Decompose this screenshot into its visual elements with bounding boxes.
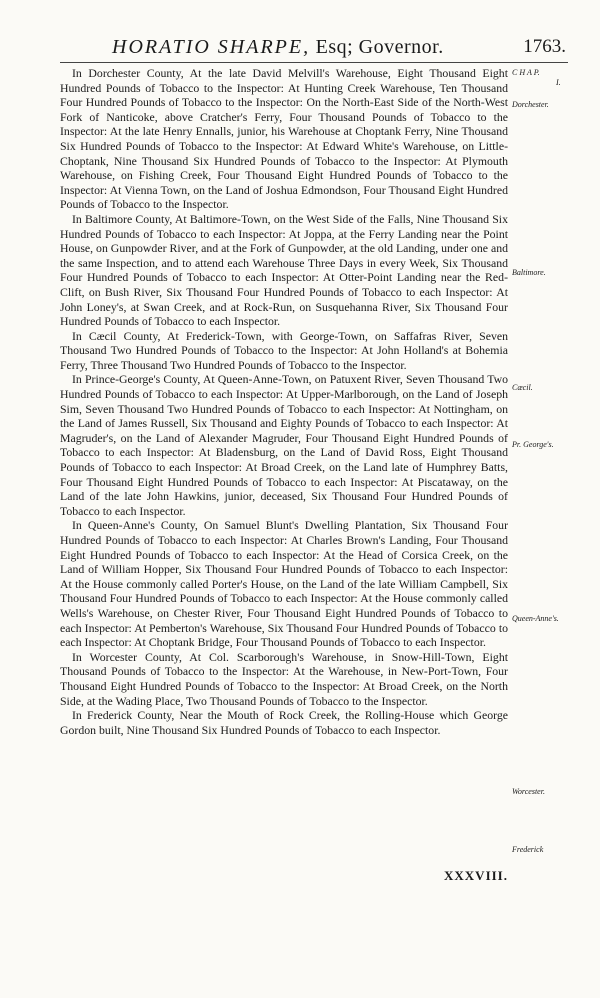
title-rest: Esq; Governor. — [310, 36, 444, 58]
body-text — [60, 66, 508, 737]
margin-note-worcester: Worcester. — [512, 787, 545, 796]
margin-chap-num: I. — [556, 78, 561, 87]
header-rule — [60, 62, 568, 63]
paragraph-frederick: In Frederick County, Near the Mouth of Rock Creek, the Rolling-House which George Gordon built, Nine Thousand Six Hundred Pounds of Tobacco to each Inspector. — [60, 708, 508, 737]
catchword: XXXVIII. — [444, 868, 508, 883]
paragraph-queen-annes: In Queen-Anne's County, On Samuel Blunt's Dwelling Plantation, Six Thousand Four Hundred Pounds of Tobacco to each Inspector: At Charles Brown's Landing, Four Thousand Eight Hundred Pounds of Tobacco to each Inspector: At the Head of Corsica Creek, on the Land of William Hopper, Six Thousand Four Hundred Pounds of Tobacco to each Inspector: At the House commonly called Porter's House, on the Land of the late William Campbell, Six Thousand Four Hundred Pounds of Tobacco to each Inspector: At the House commonly called Wells's Warehouse, on Chester River, Four Thousand Eight Hundred Pounds of Tobacco to each Inspector: At Pemberton's Warehouse, Six Thousand Four Hundred Pounds of Tobacco to each Inspector: At Choptank Bridge, Four Thousand Pounds of Tobacco to each Inspector. — [60, 518, 508, 650]
paragraph-cecil: In Cæcil County, At Frederick-Town, with George-Town, on Saffafras River, Seven Thousand Two Hundred Pounds of Tobacco to the Inspector: At John Holland's at Bohemia Ferry, Three Thousand Two Hundred Pounds of Tobacco to the Inspector. — [60, 328, 508, 372]
margin-note-dorchester: Dorchester. — [512, 100, 549, 109]
margin-chap: C H A P. — [512, 68, 540, 77]
title-italic: HORATIO SHARPE, — [112, 36, 311, 58]
paragraph-prince-georges: In Prince-George's County, At Queen-Anne-Town, on Patuxent River, Seven Thousand Two Hundred Pounds of Tobacco to each Inspector: At Upper-Marlborough, on the Land of Joseph Sim, Seven Thousand Two Hundred Pounds of Tobacco to each Inspector: At Nottingham, on the Land of James Russell, Six Thousand and Eighty Pounds of Tobacco to each Inspector: At Magruder's, on the Land of Alexander Magruder, Four Thousand Eight Hundred Pounds of Tobacco to each Inspector: At Bladensburg, on the Land of David Ross, Eight Thousand Pounds of Tobacco to each Inspector: At Broad Creek, on the Land late of Humphrey Batts, Four Thousand Eight Hundred Pounds of Tobacco to each Inspector: At Piscataway, on the Land of the late John Hawkins, junior, deceased, Six Thousand Four Hundred Pounds of Tobacco to each Inspector. — [60, 372, 508, 518]
page-year: 1763. — [523, 36, 566, 57]
running-header — [0, 30, 600, 64]
margin-note-baltimore: Baltimore. — [512, 268, 546, 277]
margin-note-frederick: Frederick — [512, 845, 544, 854]
margin-note-pr-georges: Pr. George's. — [512, 440, 554, 449]
paragraph-baltimore: In Baltimore County, At Baltimore-Town, on the West Side of the Falls, Nine Thousand Six Hundred Pounds of Tobacco to each Inspector: At Joppa, at the Ferry Landing near the Point House, on Gunpowder River, and at the Fork of Gunpowder, at the old Landing, under one and the same Inspection, and to attend each Warehouse Three Days in every Week, Six Thousand Four Hundred Pounds of Tobacco to each Inspector: At Otter-Point Landing near the Red-Clift, on Bush River, Six Thousand Four Hundred Pounds of Tobacco to each Inspector: At John Loney's, at Swan Creek, and at Rock-Run, on Susquehanna River, Six Thousand Four Hundred Pounds of Tobacco to each Inspector. — [60, 211, 508, 329]
margin-note-chapter — [512, 68, 596, 88]
margin-note-cecil: Cæcil. — [512, 383, 533, 392]
page-title — [112, 36, 444, 59]
margin-note-queen-annes: Queen-Anne's. — [512, 614, 559, 623]
paragraph-worcester: In Worcester County, At Col. Scarborough's Warehouse, in Snow-Hill-Town, Eight Thousand Pounds of Tobacco to the Inspector: At the Warehouse, in New-Port-Town, Four Thousand Eight Hundred Pounds of Tobacco to the Inspector: At Broad Creek, on the North Side, at the Wading Place, Two Thousand Pounds of Tobacco to the Inspector. — [60, 649, 508, 708]
paragraph-dorchester: In Dorchester County, At the late David Melvill's Warehouse, Eight Thousand Eight Hundred Pounds of Tobacco to the Inspector: At Hunting Creek Warehouse, Ten Thousand Four Hundred Pounds of Tobacco to the Inspector: On the North-East Side of the North-West Fork of Nanticoke, above Cratcher's Ferry, Four Thousand Pounds of Tobacco to the Inspector: At the late Henry Ennalls, junior, his Warehouse at Choptank Ferry, Nine Thousand Six Hundred Pounds of Tobacco to the Inspector: At Edward White's Warehouse, on Little-Choptank, Nine Thousand Six Hundred Pounds of Tobacco to the Inspector: At Plymouth Warehouse, on Fishing Creek, Four Thousand Eight Hundred Pounds of Tobacco to the Inspector: At Vienna Town, on the Land of Joshua Edmondson, Four Thousand Eight Hundred Pounds of Tobacco to the Inspector. — [60, 66, 508, 212]
